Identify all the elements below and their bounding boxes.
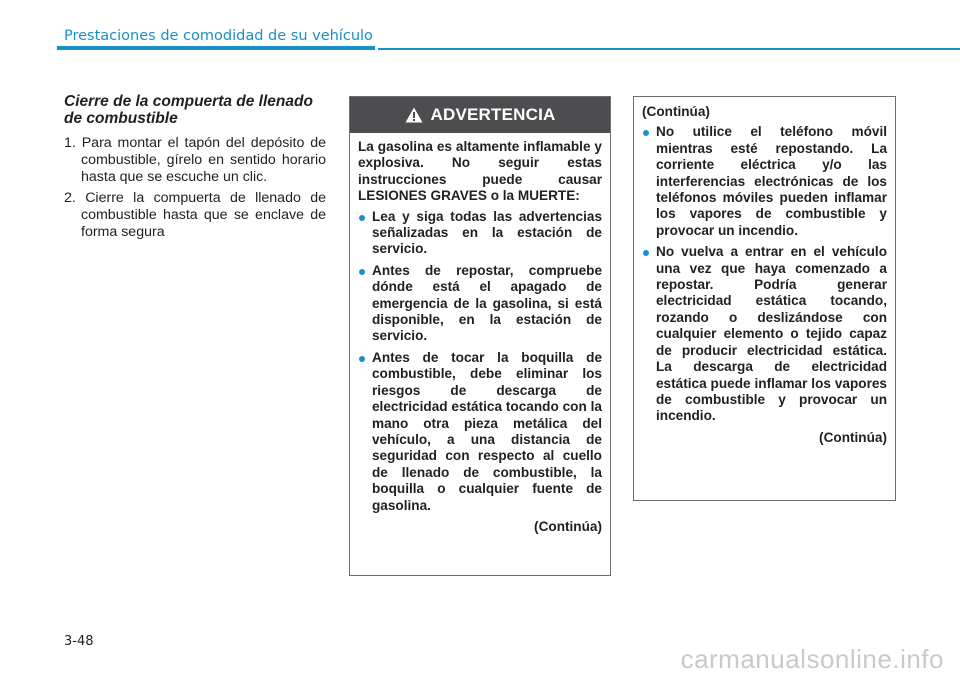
bullet-dot-icon <box>643 130 649 136</box>
continued-body <box>634 97 895 446</box>
warning-header <box>350 97 610 133</box>
step-item: 2. Cierre la compuerta de llenado de combustible hasta que se enclave de forma segura <box>64 190 326 240</box>
warning-triangle-icon <box>405 107 423 123</box>
header-rule-thin <box>378 48 960 50</box>
warning-bullet-item: Antes de repostar, compruebe dónde está el apagado de emergencia de la gasolina, si está disponible, en la estación de servicio. <box>358 263 602 345</box>
step-item: 1. Para montar el tapón del depósito de combustible, gírelo en sentido horario hasta que se escuche un clic. <box>64 135 326 185</box>
header-rule-thick <box>57 46 375 50</box>
bullet-dot-icon <box>643 250 649 256</box>
warning-box <box>349 96 611 576</box>
continued-bullet-item: No vuelva a entrar en el vehículo una vez que haya comenzado a repostar. Podría generar electricidad estática tocando, rozando o deslizándose con cualquier elemento o tejido capaz de producir electricidad estática. La descarga de electricidad estática puede inflamar los vapores de combustible y provocar un incendio. <box>642 244 887 424</box>
warning-intro: La gasolina es altamente inflamable y explosiva. No seguir estas instrucciones puede causar LESIONES GRAVES o la MUERTE: <box>358 139 602 204</box>
bullet-dot-icon <box>359 269 365 275</box>
warning-body <box>350 133 610 535</box>
steps-list <box>64 135 326 245</box>
page-number: 3-48 <box>64 634 94 649</box>
continued-bullet-item: No utilice el teléfono móvil mientras esté repostando. La corriente eléctrica y/o las interferencias electrónicas de los teléfonos móviles pueden inflamar los vapores de combustible y provocar un incendio. <box>642 124 887 239</box>
watermark: carmanualsonline.info <box>680 644 944 674</box>
continued-top-label: (Continúa) <box>642 104 710 119</box>
section-title: Cierre de la compuerta de llenado de combustible <box>64 93 313 127</box>
bullet-dot-icon <box>359 356 365 362</box>
warning-bullets <box>358 209 602 514</box>
warning-bullet-item: Antes de tocar la boquilla de combustible, debe eliminar los riesgos de descarga de electricidad estática tocando con la mano otra pieza metálica del vehículo, a una distancia de seguridad con respecto al cuello de llenado de combustible, la boquilla o cualquier fuente de gasolina. <box>358 350 602 514</box>
header-section-title: Prestaciones de comodidad de su vehículo <box>64 28 373 44</box>
continued-warning-box <box>633 96 896 501</box>
continued-label: (Continúa) <box>534 518 602 534</box>
warning-heading: ADVERTENCIA <box>430 105 556 124</box>
bullet-dot-icon <box>359 215 365 221</box>
continued-bullets <box>642 124 887 424</box>
warning-bullet-item: Lea y siga todas las advertencias señalizadas en la estación de servicio. <box>358 209 602 258</box>
continued-label: (Continúa) <box>819 429 887 445</box>
